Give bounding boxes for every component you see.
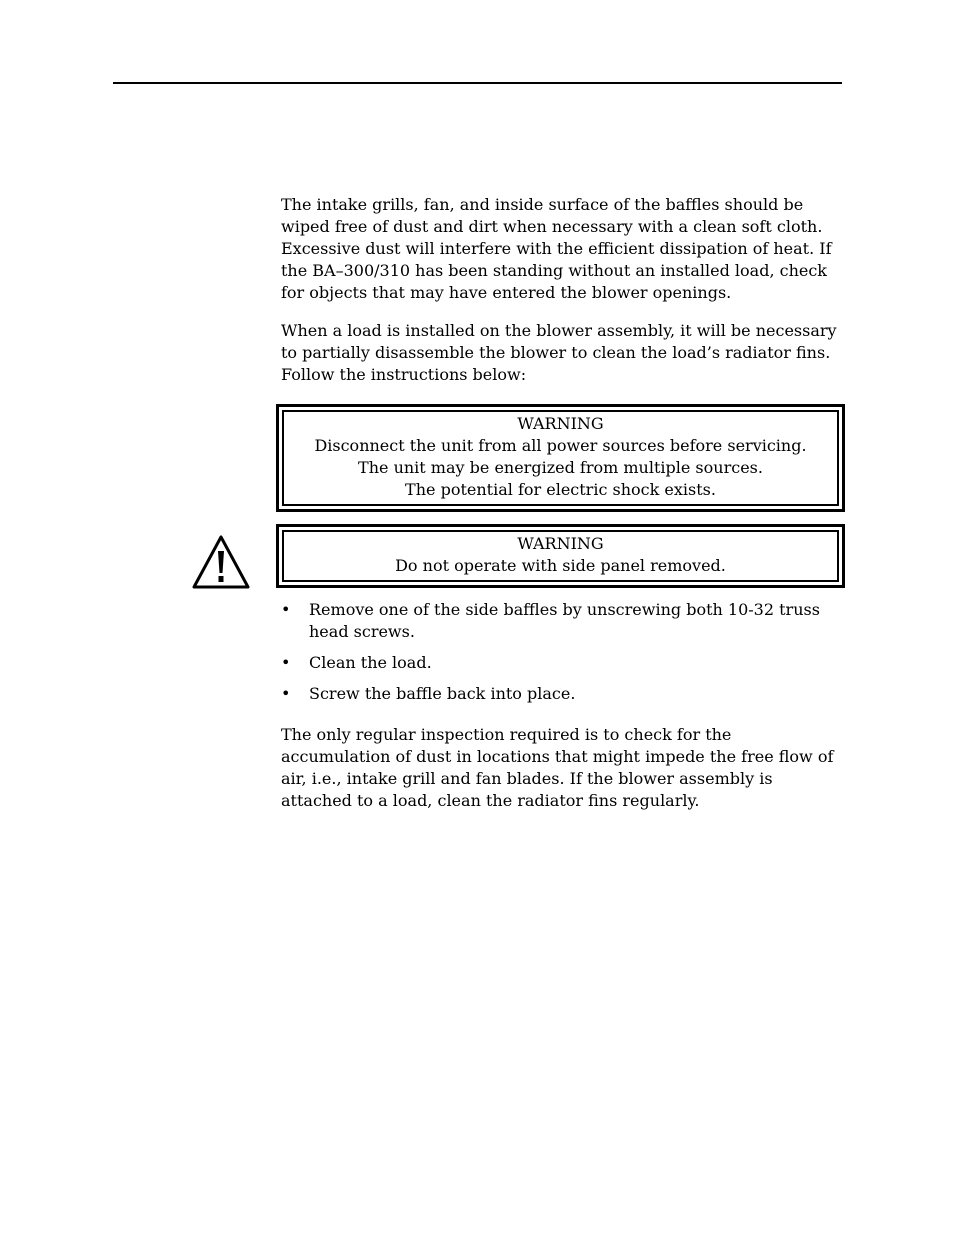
step-text: Clean the load.: [309, 653, 432, 672]
cleaning-steps-list: [281, 599, 841, 714]
side-panel-warning-box: [276, 524, 845, 588]
warning-heading: WARNING: [517, 414, 604, 433]
header-rule: [113, 82, 842, 84]
warning-line: The potential for electric shock exists.: [405, 480, 716, 499]
warning-line: Disconnect the unit from all power sources before servicing.: [314, 436, 807, 455]
intro-paragraph: [281, 194, 841, 304]
warning-line: The unit may be energized from multiple sources.: [358, 458, 763, 477]
warning-inner-border: [282, 530, 839, 582]
disassembly-paragraph: [281, 320, 841, 386]
paragraph-text: The only regular inspection required is to check for the accumulation of dust in locations that might impede the free flow of air, i.e., intake grill and fan blades. If the blower assembly is attached to a load, clean the radiator fins regularly.: [281, 725, 834, 810]
warning-line: Do not operate with side panel removed.: [395, 556, 726, 575]
bullet-icon: •: [281, 684, 291, 703]
warning-inner-border: [282, 410, 839, 506]
power-warning-box: [276, 404, 845, 512]
warning-heading: WARNING: [517, 534, 604, 553]
inspection-paragraph: [281, 724, 841, 812]
step-text: Screw the baffle back into place.: [309, 684, 576, 703]
list-item: [281, 652, 841, 674]
step-text: Remove one of the side baffles by unscrewing both 10-32 truss head screws.: [309, 600, 820, 641]
paragraph-text: The intake grills, fan, and inside surface of the baffles should be wiped free of dust and dirt when necessary with a clean soft cloth. Excessive dust will interfere with the efficient dissipation of heat. If the BA–300/310 has been standing without an installed load, check for objects that may have entered the blower openings.: [281, 195, 832, 302]
list-item: [281, 683, 841, 705]
list-item: [281, 599, 841, 643]
warning-triangle-icon: [191, 534, 251, 590]
paragraph-text: When a load is installed on the blower assembly, it will be necessary to partially disassemble the blower to clean the load’s radiator fins. Follow the instructions below:: [281, 321, 837, 384]
bullet-icon: •: [281, 653, 291, 672]
bullet-icon: •: [281, 600, 291, 619]
